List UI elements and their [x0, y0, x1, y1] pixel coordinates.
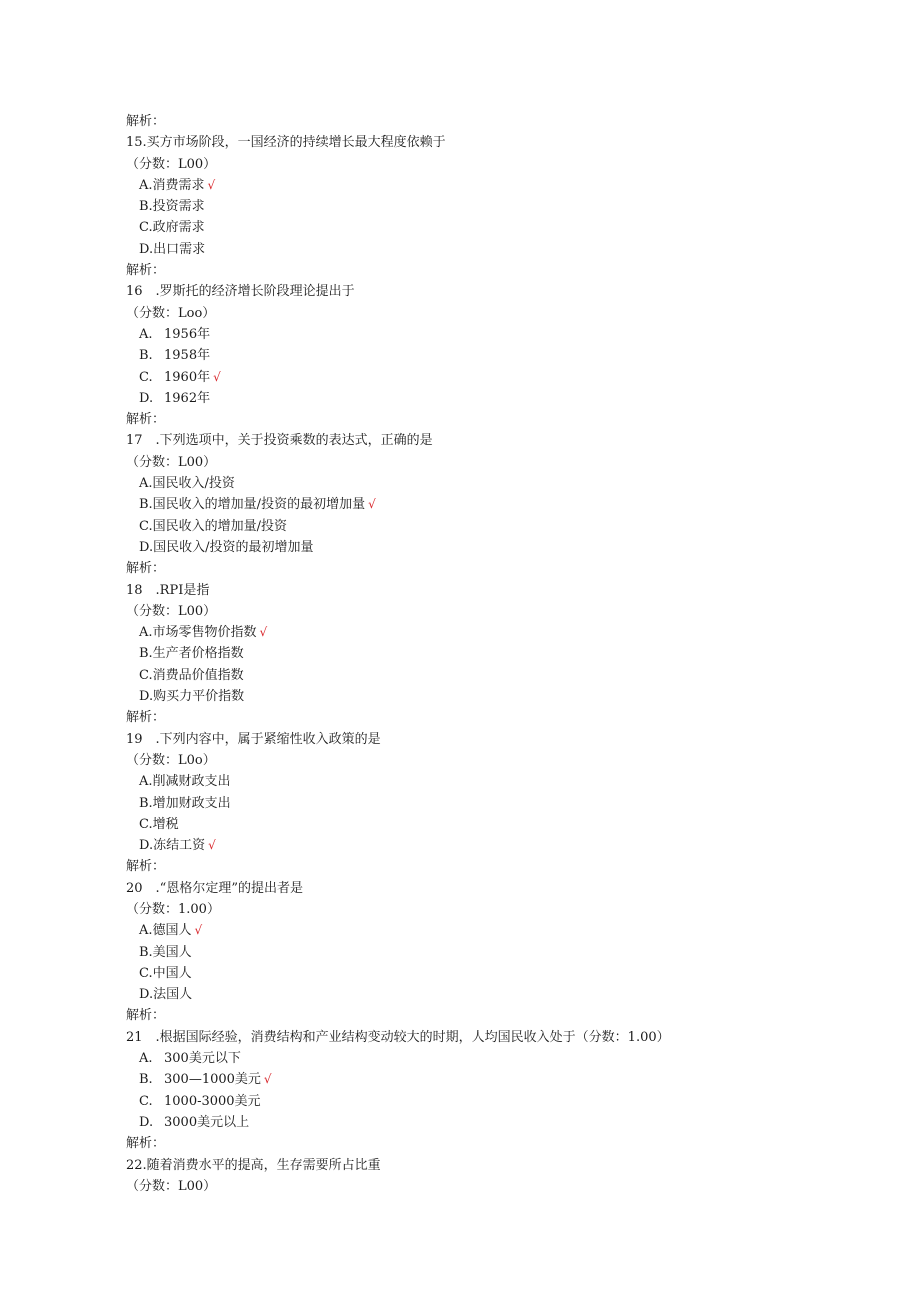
option-letter: B.	[139, 1072, 153, 1088]
option-text: 1960年	[164, 369, 211, 385]
option-item	[126, 196, 806, 217]
option-text: A.国民收入/投资	[139, 476, 235, 492]
question-text: 20 .“恩格尔定理”的提出者是	[126, 880, 303, 896]
option-item	[126, 665, 806, 686]
option-text: D.购买力平价指数	[139, 689, 245, 705]
analysis-label: 解析：	[126, 263, 166, 279]
option-text: A.消费需求	[139, 177, 205, 193]
option-text: D.冻结工资	[139, 838, 206, 854]
checkmark-icon: √	[259, 625, 268, 640]
option-item	[126, 516, 806, 537]
checkmark-icon: √	[213, 369, 221, 384]
option-text: 3000美元以上	[164, 1114, 250, 1130]
option-item	[126, 686, 806, 707]
checkmark-icon: √	[207, 177, 216, 192]
question-score: （分数：L00）	[126, 603, 217, 619]
option-text: C.政府需求	[139, 220, 205, 236]
option-text: C.增税	[139, 816, 179, 832]
option-item	[126, 367, 806, 388]
option-text: C.消费品价值指数	[139, 667, 244, 683]
analysis-label: 解析：	[126, 710, 166, 726]
option-item	[126, 984, 806, 1005]
question-score: （分数：L00）	[126, 1178, 217, 1194]
analysis-label: 解析：	[126, 859, 166, 875]
option-text: D.出口需求	[139, 241, 206, 257]
question-score: （分数：Loo）	[126, 305, 216, 321]
question-score: （分数：1.00）	[126, 901, 220, 917]
checkmark-icon: √	[208, 838, 216, 853]
option-item	[126, 537, 806, 558]
option-item	[126, 793, 806, 814]
checkmark-icon: √	[194, 923, 203, 938]
option-item	[126, 324, 806, 345]
option-text: A.削减财政支出	[139, 774, 231, 790]
option-text: 1956年	[164, 326, 211, 342]
option-text: D.法国人	[139, 987, 193, 1003]
option-item	[126, 814, 806, 835]
option-text: C.国民收入的增加量/投资	[139, 518, 287, 534]
option-item	[126, 771, 806, 792]
option-letter: C.	[139, 369, 153, 385]
option-letter: C.	[139, 1093, 153, 1109]
option-item	[126, 643, 806, 664]
option-text: A.市场零售物价指数	[139, 625, 257, 641]
option-text: 1962年	[164, 390, 211, 406]
analysis-label: 解析：	[126, 412, 166, 428]
option-item	[126, 494, 806, 515]
option-text: B.国民收入的增加量/投资的最初增加量	[139, 497, 366, 513]
option-text: B.增加财政支出	[139, 795, 231, 811]
option-text: D.国民收入/投资的最初增加量	[139, 539, 314, 555]
option-item	[126, 920, 806, 941]
option-text: 300—1000美元	[164, 1072, 261, 1088]
option-item	[126, 175, 806, 196]
analysis-label: 解析：	[126, 1136, 166, 1152]
option-item	[126, 963, 806, 984]
option-item	[126, 345, 806, 366]
option-item	[126, 1048, 806, 1069]
checkmark-icon: √	[368, 497, 376, 512]
analysis-label: 解析：	[126, 1008, 166, 1024]
document-page	[126, 111, 806, 1197]
option-text: B.美国人	[139, 944, 192, 960]
option-letter: A.	[139, 1051, 153, 1067]
question-text: 21 .根据国际经验，消费结构和产业结构变动较大的时期，人均国民收入处于（分数：1.00）	[126, 1029, 670, 1045]
option-text: 1958年	[164, 348, 211, 364]
analysis-label: 解析：	[126, 561, 166, 577]
option-item	[126, 217, 806, 238]
checkmark-icon: √	[263, 1072, 272, 1087]
option-text: B.投资需求	[139, 199, 205, 215]
option-item	[126, 1112, 806, 1133]
option-text: 1000-3000美元	[164, 1093, 261, 1109]
question-score: （分数：L00）	[126, 454, 217, 470]
analysis-label: 解析：	[126, 114, 166, 129]
question-text: 19 .下列内容中，属于紧缩性收入政策的是	[126, 731, 381, 747]
question-text: 17 .下列选项中，关于投资乘数的表达式，正确的是	[126, 433, 433, 449]
option-item	[126, 942, 806, 963]
question-text: 22.随着消费水平的提高，生存需要所占比重	[126, 1157, 381, 1173]
question-text: 18 .RPI是指	[126, 582, 210, 598]
question-text: 15.买方市场阶段，一国经济的持续增长最大程度依赖于	[126, 135, 446, 151]
option-letter: D.	[139, 390, 154, 406]
option-text: 300美元以下	[164, 1051, 241, 1067]
option-text: C.中国人	[139, 965, 192, 981]
option-letter: B.	[139, 348, 153, 364]
question-score: （分数：L00）	[126, 156, 217, 172]
option-item	[126, 1069, 806, 1090]
option-item	[126, 239, 806, 260]
option-text: A.德国人	[139, 923, 192, 939]
option-item	[126, 622, 806, 643]
option-item	[126, 1091, 806, 1112]
option-letter: A.	[139, 326, 153, 342]
option-item	[126, 835, 806, 856]
option-item	[126, 473, 806, 494]
question-score: （分数：L0o）	[126, 752, 216, 768]
option-item	[126, 388, 806, 409]
question-text: 16 .罗斯托的经济增长阶段理论提出于	[126, 284, 355, 300]
option-text: B.生产者价格指数	[139, 646, 244, 662]
option-letter: D.	[139, 1114, 154, 1130]
